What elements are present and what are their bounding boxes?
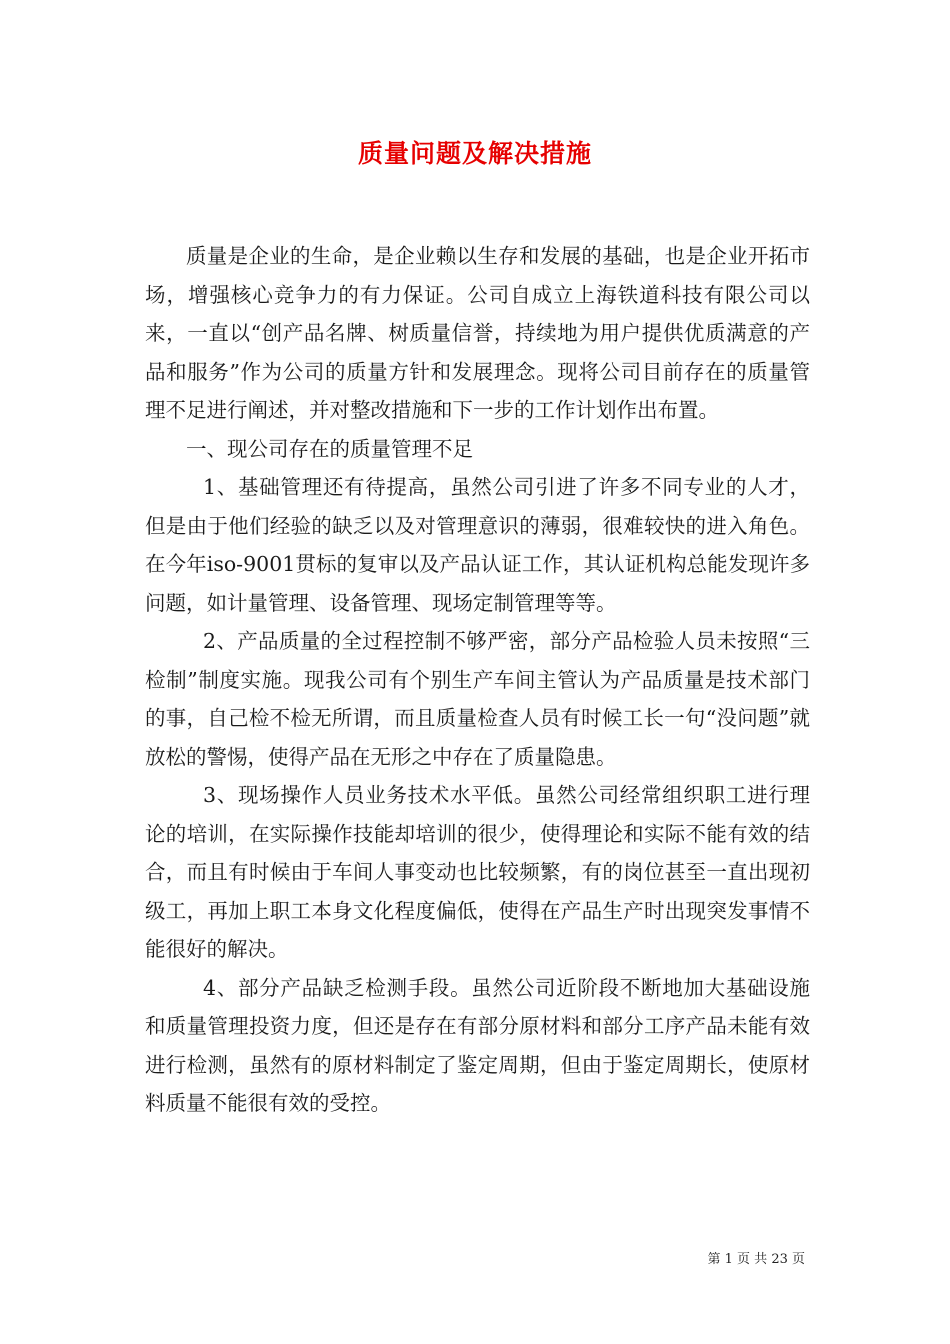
list-item-4: 4、部分产品缺乏检测手段。虽然公司近阶段不断地加大基础设施和质量管理投资力度，但还是存在有部分原材料和部分工序产品未能有效进行检测，虽然有的原材料制定了鉴定周期，但由于鉴定周期长，使原材料质量不能很有效的受控。 [145,975,810,1115]
intro-paragraph: 质量是企业的生命，是企业赖以生存和发展的基础，也是企业开拓市场，增强核心竞争力的有力保证。公司自成立上海铁道科技有限公司以来，一直以“创产品名牌、树质量信誉，持续地为用户提供优质满意的产品和服务”作为公司的质量方针和发展理念。现将公司目前存在的质量管理不足进行阐述，并对整改措施和下一步的工作计划作出布置。 [145,244,810,422]
page-number: 第 1 页 共 23 页 [707,1252,805,1267]
document-body [145,237,810,1123]
list-item-1: 1、基础管理还有待提高，虽然公司引进了许多不同专业的人才，但是由于他们经验的缺乏以及对管理意识的薄弱，很难较快的进入角色。在今年iso-9001贯标的复审以及产品认证工作，其认证机构总能发现许多问题，如计量管理、设备管理、现场定制管理等等。 [145,475,810,615]
section-heading: 一、现公司存在的质量管理不足 [186,436,473,461]
list-item-2: 2、产品质量的全过程控制不够严密，部分产品检验人员未按照“三检制”制度实施。现我公司有个别生产车间主管认为产品质量是技术部门的事，自己检不检无所谓，而且质量检查人员有时候工长一句“没问题”就放松的警惕，使得产品在无形之中存在了质量隐患。 [145,629,810,769]
list-item-3: 3、现场操作人员业务技术水平低。虽然公司经常组织职工进行理论的培训，在实际操作技能却培训的很少，使得理论和实际不能有效的结合，而且有时候由于车间人事变动也比较频繁，有的岗位甚至一直出现初级工，再加上职工本身文化程度偏低，使得在产品生产时出现突发事情不能很好的解决。 [145,783,810,961]
document-title: 质量问题及解决措施 [357,139,592,168]
